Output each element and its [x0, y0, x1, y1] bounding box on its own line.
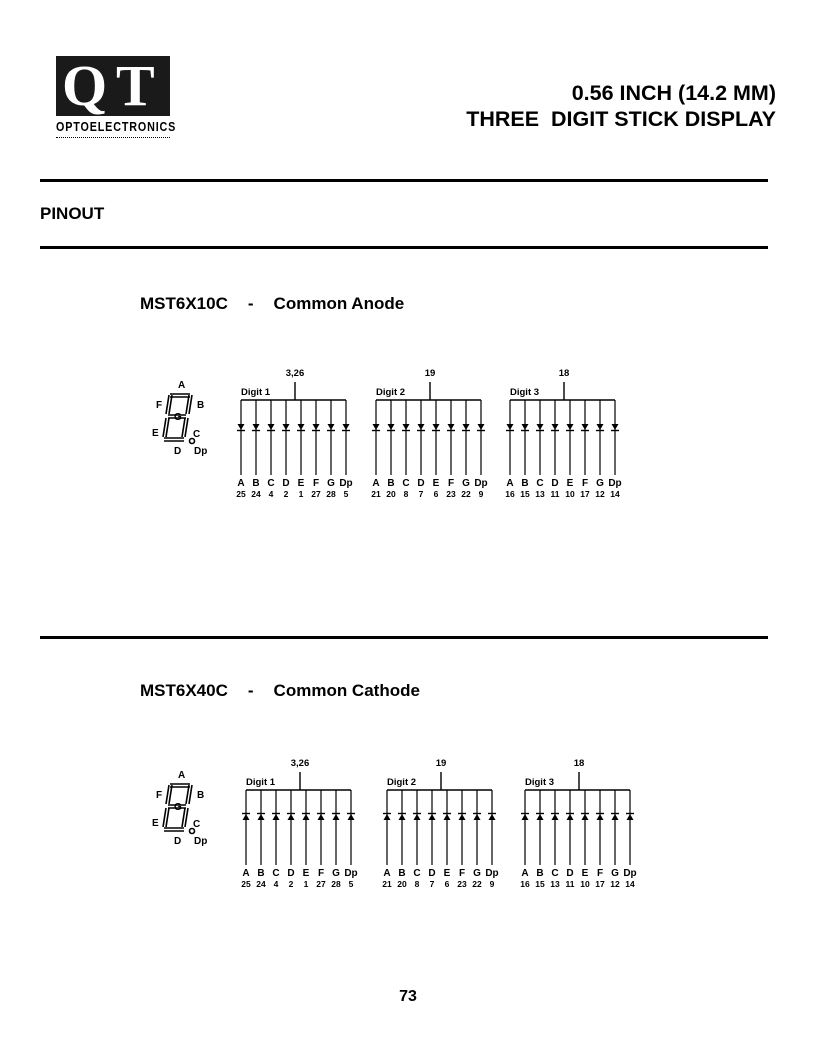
- led-diode: [567, 424, 574, 430]
- segment-stroke: [169, 395, 172, 414]
- segment-letter: E: [302, 868, 310, 879]
- pin-number: 12: [595, 489, 605, 499]
- pin-number: 14: [610, 489, 620, 499]
- led-diode: [463, 424, 470, 430]
- segment-stroke: [186, 785, 189, 804]
- variant-type: Common Cathode: [273, 681, 420, 700]
- pin-number: 14: [625, 879, 635, 889]
- segment-stroke: [166, 418, 169, 437]
- led-diode: [612, 814, 619, 820]
- company-logo: [56, 53, 177, 138]
- led-diode: [597, 814, 604, 820]
- common-pin-number: 18: [573, 758, 585, 769]
- led-diode: [403, 424, 410, 430]
- pin-number: 4: [268, 489, 274, 499]
- segment-stroke: [166, 785, 169, 804]
- segment-stroke: [169, 785, 172, 804]
- digit-label: Digit 1: [241, 387, 271, 398]
- title-line-2: THREE DIGIT STICK DISPLAY: [466, 107, 776, 131]
- segment-label-dp: Dp: [194, 446, 208, 457]
- segment-letter: G: [611, 868, 619, 879]
- title-line-1: 0.56 INCH (14.2 MM): [571, 81, 776, 105]
- common-pin-number: 3,26: [285, 368, 305, 379]
- segment-letter: G: [473, 868, 481, 879]
- segment-stroke: [185, 808, 188, 827]
- common-pin-number: 18: [558, 368, 570, 379]
- segment-label-e: E: [152, 818, 159, 829]
- led-diode: [597, 424, 604, 430]
- segment-label-d: D: [174, 446, 182, 457]
- segment-letter: G: [596, 478, 604, 489]
- led-diode: [582, 814, 589, 820]
- segment-letter: A: [242, 868, 250, 879]
- pin-number: 15: [520, 489, 530, 499]
- segment-letter: C: [551, 868, 559, 879]
- variant-heading-anode: [140, 294, 404, 314]
- segment-label-d: D: [174, 836, 182, 847]
- segment-letter: Dp: [339, 478, 353, 489]
- pin-number: 6: [444, 879, 450, 889]
- pin-number: 8: [414, 879, 420, 889]
- divider-section: [40, 246, 768, 249]
- led-diode: [328, 424, 335, 430]
- pin-number: 24: [256, 879, 266, 889]
- led-diode: [343, 424, 350, 430]
- led-diode: [507, 424, 514, 430]
- segment-stroke: [186, 395, 189, 414]
- pin-number: 7: [418, 489, 424, 499]
- led-diode: [582, 424, 589, 430]
- segment-letter: E: [297, 478, 305, 489]
- pin-number: 23: [457, 879, 467, 889]
- led-diode: [388, 424, 395, 430]
- segment-letter: B: [398, 868, 406, 879]
- segment-stroke: [163, 418, 166, 437]
- led-diode: [522, 424, 529, 430]
- segment-letter: B: [257, 868, 265, 879]
- led-diode: [298, 424, 305, 430]
- segment-letter: A: [372, 478, 380, 489]
- led-diode: [273, 814, 280, 820]
- segment-letter: C: [272, 868, 280, 879]
- segment-letter: A: [237, 478, 245, 489]
- pin-number: 27: [311, 489, 321, 499]
- led-diode: [612, 424, 619, 430]
- pin-number: 11: [565, 879, 575, 889]
- led-diode: [552, 814, 559, 820]
- pin-number: 9: [489, 879, 495, 889]
- segment-letter: C: [402, 478, 410, 489]
- segment-stroke: [189, 395, 192, 414]
- segment-letter: Dp: [485, 868, 499, 879]
- pin-number: 20: [386, 489, 396, 499]
- segment-letter: F: [596, 868, 604, 879]
- led-diode: [537, 424, 544, 430]
- led-diode: [448, 424, 455, 430]
- logo-letter-q: Q: [62, 53, 108, 118]
- pin-number: 5: [348, 879, 354, 889]
- segment-letter: B: [387, 478, 395, 489]
- digit-label: Digit 1: [246, 777, 276, 788]
- segment-letter: F: [317, 868, 325, 879]
- segment-letter: E: [443, 868, 451, 879]
- pin-number: 4: [273, 879, 279, 889]
- pin-number: 22: [472, 879, 482, 889]
- pin-number: 17: [580, 489, 590, 499]
- segment-letter: C: [413, 868, 421, 879]
- pin-number: 5: [343, 489, 349, 499]
- pin-number: 20: [397, 879, 407, 889]
- segment-letter: B: [521, 478, 529, 489]
- segment-letter: Dp: [474, 478, 488, 489]
- segment-stroke: [166, 808, 169, 827]
- segment-letter: E: [581, 868, 589, 879]
- logo-underline: [56, 137, 170, 138]
- heading-dash: -: [247, 681, 254, 700]
- common-pin-number: 19: [435, 758, 447, 769]
- segment-letter: D: [428, 868, 436, 879]
- segment-stroke: [182, 808, 185, 827]
- pin-number: 22: [461, 489, 471, 499]
- led-diode: [253, 424, 260, 430]
- led-diode: [303, 814, 310, 820]
- document-title: [466, 80, 776, 132]
- led-diode: [567, 814, 574, 820]
- led-diode: [318, 814, 325, 820]
- page-number: 73: [399, 988, 417, 1005]
- segment-letter: D: [282, 478, 290, 489]
- pin-number: 1: [303, 879, 309, 889]
- led-diode: [373, 424, 380, 430]
- pin-number: 16: [505, 489, 515, 499]
- logo-mark: [56, 53, 170, 118]
- led-diode: [444, 814, 451, 820]
- digit-label: Digit 2: [387, 777, 417, 788]
- pin-number: 12: [610, 879, 620, 889]
- led-diode: [268, 424, 275, 430]
- pin-number: 6: [433, 489, 439, 499]
- pin-number: 9: [478, 489, 484, 499]
- led-diode: [627, 814, 634, 820]
- segment-label-f: F: [156, 400, 163, 411]
- segment-stroke: [166, 395, 169, 414]
- led-diode: [384, 814, 391, 820]
- common-pin-number: 19: [424, 368, 436, 379]
- segment-label-a: A: [178, 380, 186, 391]
- led-diode: [288, 814, 295, 820]
- digit-label: Digit 3: [525, 777, 555, 788]
- segment-letter: A: [506, 478, 514, 489]
- pin-number: 15: [535, 879, 545, 889]
- pin-number: 13: [550, 879, 560, 889]
- segment-label-e: E: [152, 428, 159, 439]
- pin-number: 11: [550, 489, 560, 499]
- segment-letter: F: [447, 478, 455, 489]
- segment-letter: F: [581, 478, 589, 489]
- pin-number: 25: [236, 489, 246, 499]
- pin-number: 10: [565, 489, 575, 499]
- segment-letter: Dp: [608, 478, 622, 489]
- led-diode: [258, 814, 265, 820]
- led-diode: [238, 424, 245, 430]
- led-diode: [414, 814, 421, 820]
- segment-letter: G: [332, 868, 340, 879]
- led-diode: [243, 814, 250, 820]
- pinout-diagram-common-cathode: [0, 750, 816, 890]
- led-diode: [459, 814, 466, 820]
- led-diode: [283, 424, 290, 430]
- pin-number: 24: [251, 489, 261, 499]
- segment-letter: F: [458, 868, 466, 879]
- segment-letter: Dp: [623, 868, 637, 879]
- pin-number: 21: [371, 489, 381, 499]
- segment-label-a: A: [178, 770, 186, 781]
- pin-number: 1: [298, 489, 304, 499]
- segment-letter: B: [536, 868, 544, 879]
- segment-label-b: B: [197, 790, 205, 801]
- segment-label-c: C: [193, 819, 201, 830]
- digit-label: Digit 3: [510, 387, 540, 398]
- pin-number: 23: [446, 489, 456, 499]
- heading-dash: -: [247, 294, 254, 313]
- segment-letter: G: [327, 478, 335, 489]
- led-diode: [348, 814, 355, 820]
- led-diode: [489, 814, 496, 820]
- pin-number: 7: [429, 879, 435, 889]
- pin-number: 2: [288, 879, 294, 889]
- led-diode: [552, 424, 559, 430]
- led-diode: [333, 814, 340, 820]
- led-diode: [313, 424, 320, 430]
- segment-letter: Dp: [344, 868, 358, 879]
- segment-label-g: G: [174, 802, 182, 813]
- variant-type: Common Anode: [273, 294, 405, 313]
- led-diode: [537, 814, 544, 820]
- pinout-diagram-common-anode: [0, 360, 816, 510]
- segment-stroke: [163, 808, 166, 827]
- segment-label-g: G: [174, 412, 182, 423]
- pin-number: 8: [403, 489, 409, 499]
- pin-number: 2: [283, 489, 289, 499]
- segment-letter: E: [432, 478, 440, 489]
- segment-stroke: [182, 418, 185, 437]
- model-number: MST6X40C: [140, 681, 228, 700]
- segment-letter: F: [312, 478, 320, 489]
- pin-number: 25: [241, 879, 251, 889]
- pin-number: 28: [331, 879, 341, 889]
- digit-label: Digit 2: [376, 387, 406, 398]
- led-diode: [433, 424, 440, 430]
- segment-letter: B: [252, 478, 260, 489]
- segment-letter: C: [267, 478, 275, 489]
- led-diode: [522, 814, 529, 820]
- segment-letter: G: [462, 478, 470, 489]
- segment-stroke: [189, 785, 192, 804]
- segment-letter: D: [551, 478, 559, 489]
- segment-letter: E: [566, 478, 574, 489]
- pin-number: 17: [595, 879, 605, 889]
- segment-letter: A: [521, 868, 529, 879]
- pin-number: 28: [326, 489, 336, 499]
- logo-letter-t: T: [116, 53, 155, 118]
- led-diode: [478, 424, 485, 430]
- logo-subtitle: OPTOELECTRONICS: [56, 120, 177, 134]
- segment-letter: D: [566, 868, 574, 879]
- common-pin-number: 3,26: [290, 758, 310, 769]
- led-diode: [418, 424, 425, 430]
- segment-letter: C: [536, 478, 544, 489]
- section-title: PINOUT: [40, 204, 105, 223]
- segment-label-b: B: [197, 400, 205, 411]
- segment-letter: A: [383, 868, 391, 879]
- segment-label-c: C: [193, 429, 201, 440]
- divider-top: [40, 179, 768, 182]
- segment-label-dp: Dp: [194, 836, 208, 847]
- pin-number: 10: [580, 879, 590, 889]
- led-diode: [429, 814, 436, 820]
- pin-number: 13: [535, 489, 545, 499]
- led-diode: [474, 814, 481, 820]
- pin-number: 27: [316, 879, 326, 889]
- segment-letter: D: [417, 478, 425, 489]
- divider-middle: [40, 636, 768, 639]
- segment-stroke: [185, 418, 188, 437]
- segment-label-f: F: [156, 790, 163, 801]
- variant-heading-cathode: [140, 681, 420, 701]
- pin-number: 21: [382, 879, 392, 889]
- led-diode: [399, 814, 406, 820]
- segment-letter: D: [287, 868, 295, 879]
- pin-number: 16: [520, 879, 530, 889]
- model-number: MST6X10C: [140, 294, 228, 313]
